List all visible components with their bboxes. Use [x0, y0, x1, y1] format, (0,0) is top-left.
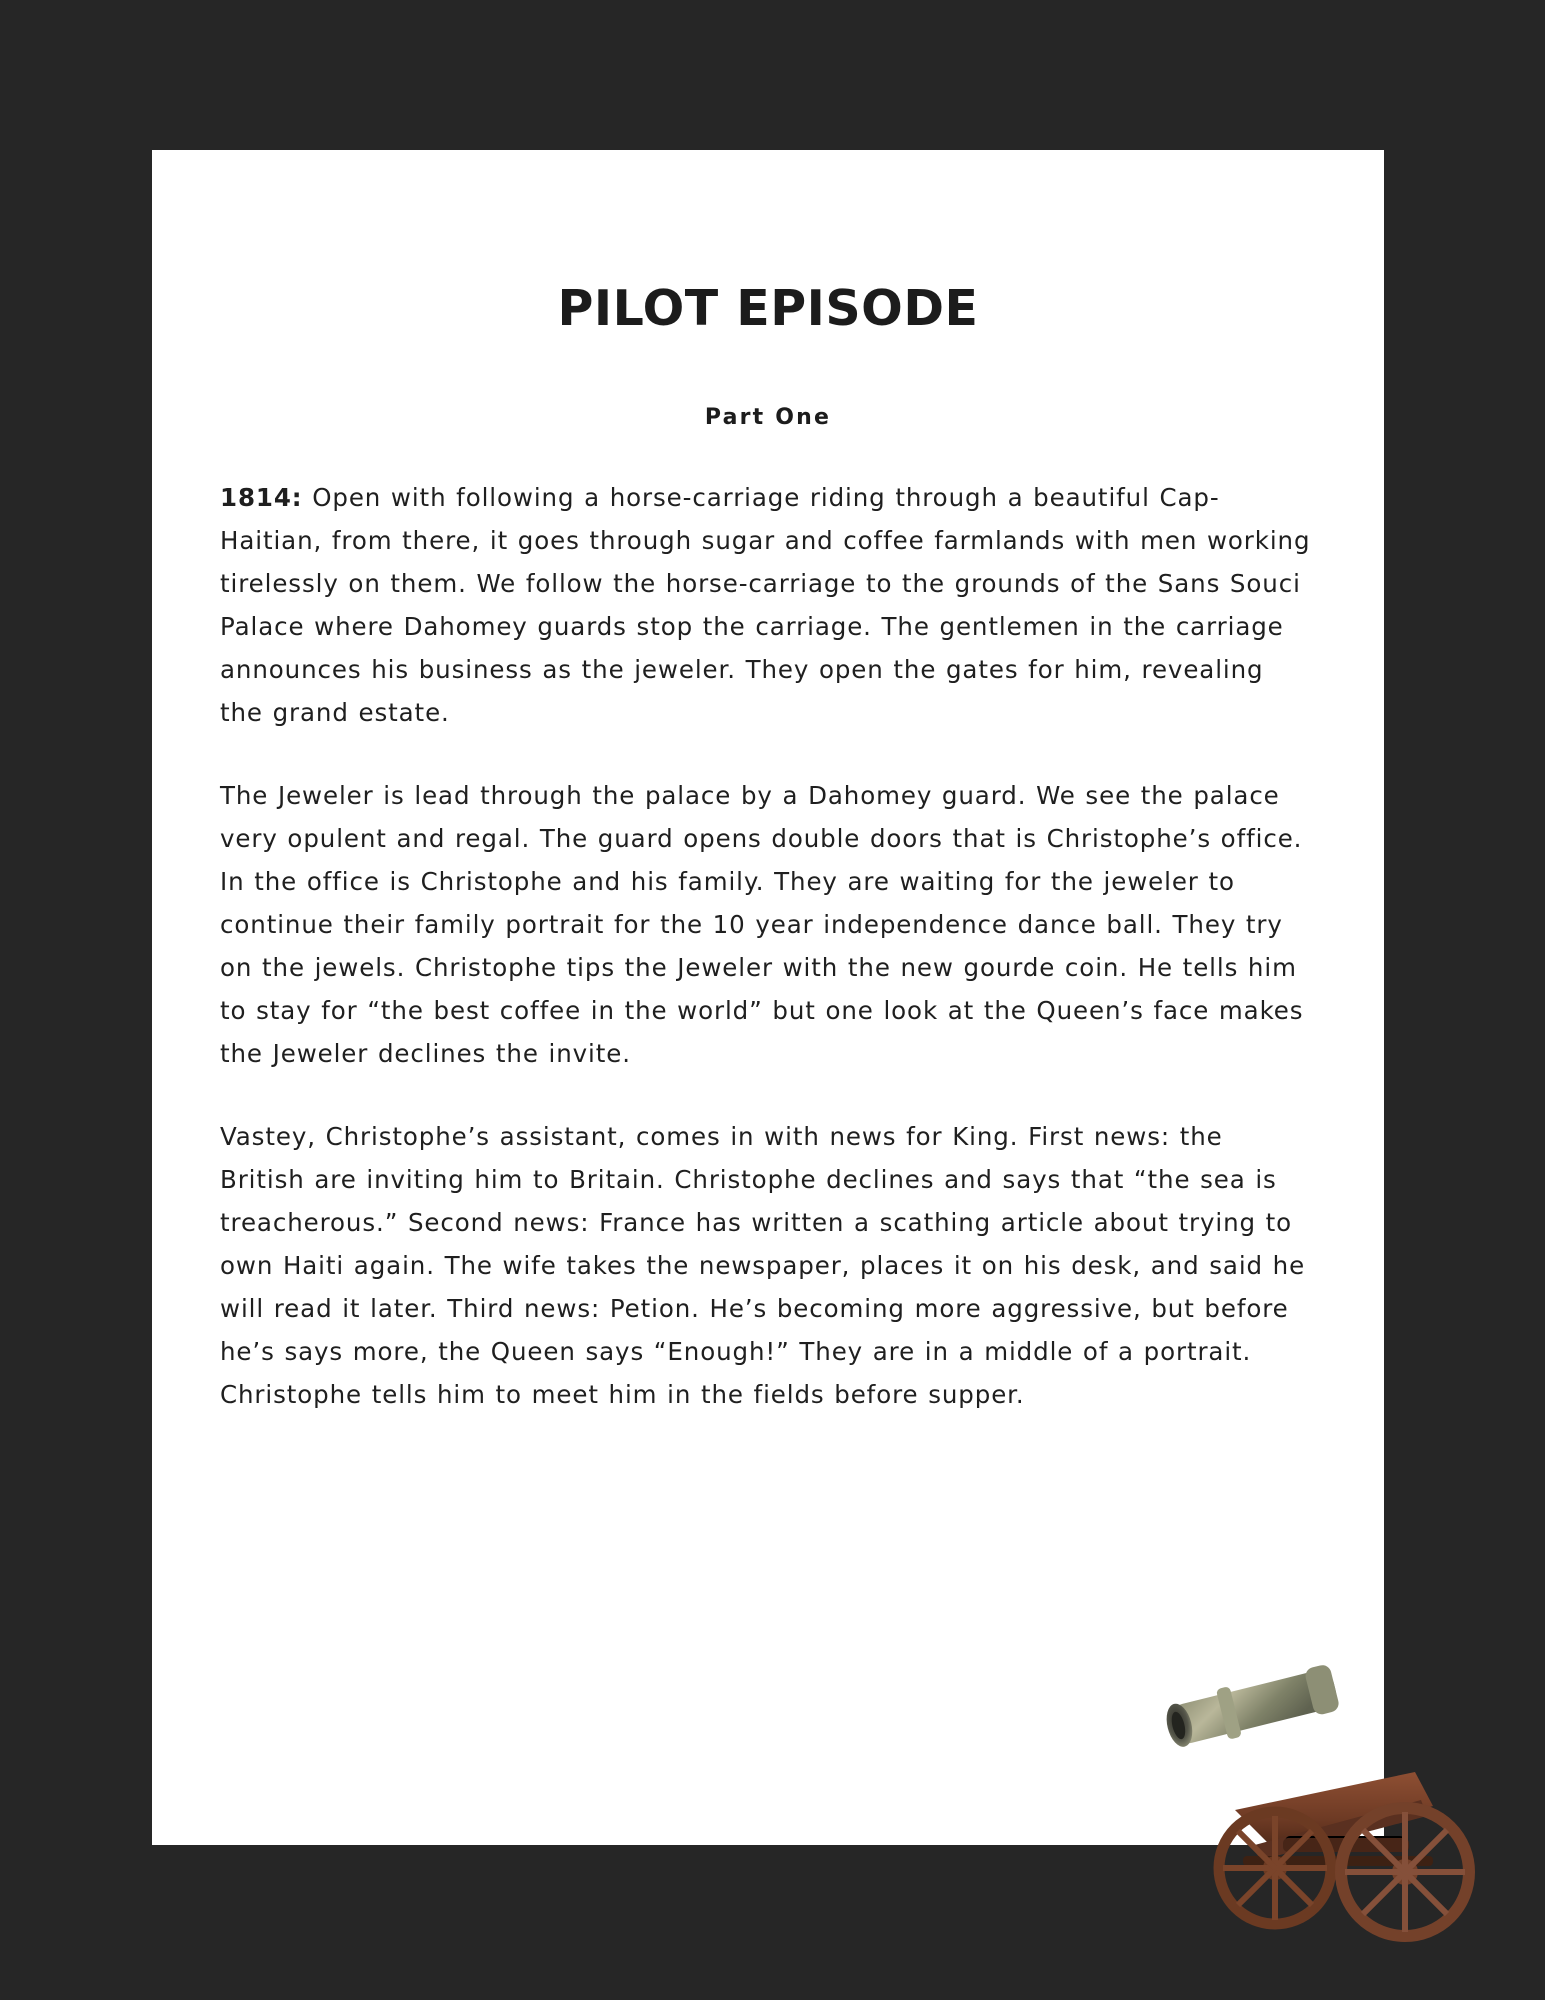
- document-body: [220, 476, 1316, 1416]
- page-title: PILOT EPISODE: [557, 280, 979, 337]
- paragraph-1: [220, 476, 1316, 734]
- paragraph-2-text: The Jeweler is lead through the palace by a Dahomey guard. We see the palace very opulent and regal. The guard opens double doors that is Christophe’s office. In the office is Christophe and his family. They are waiting for the jeweler to continue their family portrait for the 10 year independence dance ball. They try on the jewels. Christophe tips the Jeweler with the new gourde coin. He tells him to stay for “the best coffee in the world” but one look at the Queen’s face makes the Jeweler declines the invite.: [220, 781, 1304, 1068]
- paragraph-2: [220, 774, 1316, 1075]
- document-sheet: [152, 150, 1384, 1845]
- page-subtitle: Part One: [704, 405, 832, 430]
- paragraph-1-text: Open with following a horse-carriage riding through a beautiful Cap-Haitian, from there, it goes through sugar and coffee farmlands with men working tirelessly on them. We follow the horse-carriage to the grounds of the Sans Souci Palace where Dahomey guards stop the carriage. The gentlemen in the carriage announces his business as the jeweler. They open the gates for him, revealing the grand estate.: [220, 483, 1311, 727]
- paragraph-3: [220, 1115, 1316, 1416]
- paragraph-3-text: Vastey, Christophe’s assistant, comes in with news for King. First news: the British are inviting him to Britain. Christophe declines and says that “the sea is treacherous.” Second news: France has written a scathing article about trying to own Haiti again. The wife takes the newspaper, places it on his desk, and said he will read it later. Third news: Petion. He’s becoming more aggressive, but before he’s says more, the Queen says “Enough!” They are in a middle of a portrait. Christophe tells him to meet him in the fields before supper.: [220, 1122, 1306, 1409]
- paragraph-1-lead: 1814:: [220, 483, 303, 512]
